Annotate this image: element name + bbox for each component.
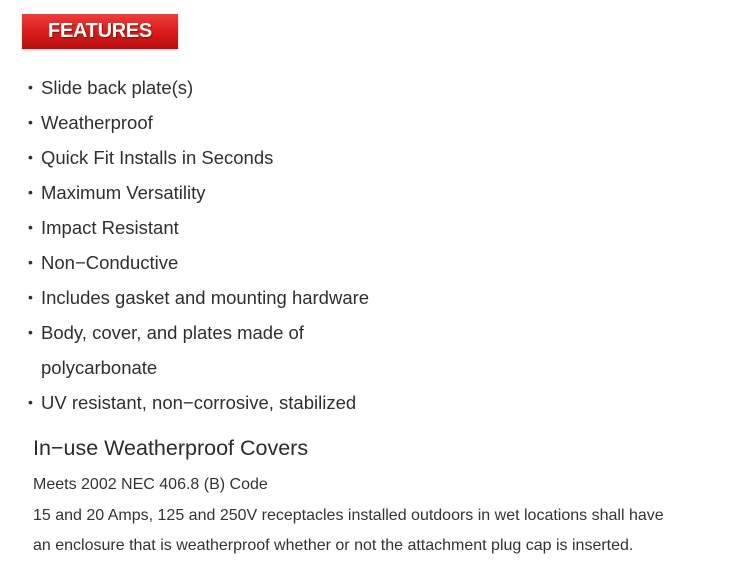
feature-item-continuation	[28, 350, 369, 385]
feature-item	[28, 140, 369, 175]
description-line: 15 and 20 Amps, 125 and 250V receptacles installed outdoors in wet locations shall have	[33, 507, 664, 524]
bullet-icon: •	[28, 114, 33, 130]
bullet-icon: •	[28, 254, 33, 270]
bullet-icon: •	[28, 149, 33, 165]
feature-item	[28, 70, 369, 105]
feature-text: Non−Conductive	[41, 252, 179, 273]
section-title: In−use Weatherproof Covers	[33, 436, 309, 460]
bullet-icon: •	[28, 79, 33, 95]
bullet-icon: •	[28, 184, 33, 200]
features-list	[28, 70, 369, 420]
feature-text: Quick Fit Installs in Seconds	[41, 147, 274, 168]
feature-text: Slide back plate(s)	[41, 77, 194, 98]
features-badge-label: FEATURES	[48, 20, 152, 42]
code-reference: Meets 2002 NEC 406.8 (B) Code	[33, 476, 268, 493]
feature-text: Impact Resistant	[41, 217, 179, 238]
feature-item	[28, 105, 369, 140]
feature-text: Maximum Versatility	[41, 182, 206, 203]
feature-item	[28, 385, 369, 420]
bullet-icon: •	[28, 394, 33, 410]
bullet-icon: •	[28, 289, 33, 305]
bullet-icon: •	[28, 324, 33, 340]
feature-text: Weatherproof	[41, 112, 153, 133]
feature-text: UV resistant, non−corrosive, stabilized	[41, 392, 357, 413]
feature-item	[28, 210, 369, 245]
description-line: an enclosure that is weatherproof whether or not the attachment plug cap is inserted.	[33, 537, 634, 554]
feature-item	[28, 245, 369, 280]
feature-text: Body, cover, and plates made of	[41, 322, 304, 343]
feature-text: Includes gasket and mounting hardware	[41, 287, 370, 308]
feature-item	[28, 175, 369, 210]
feature-item	[28, 315, 369, 350]
feature-text: polycarbonate	[41, 357, 158, 378]
features-badge	[22, 14, 178, 49]
feature-item	[28, 280, 369, 315]
bullet-icon: •	[28, 219, 33, 235]
